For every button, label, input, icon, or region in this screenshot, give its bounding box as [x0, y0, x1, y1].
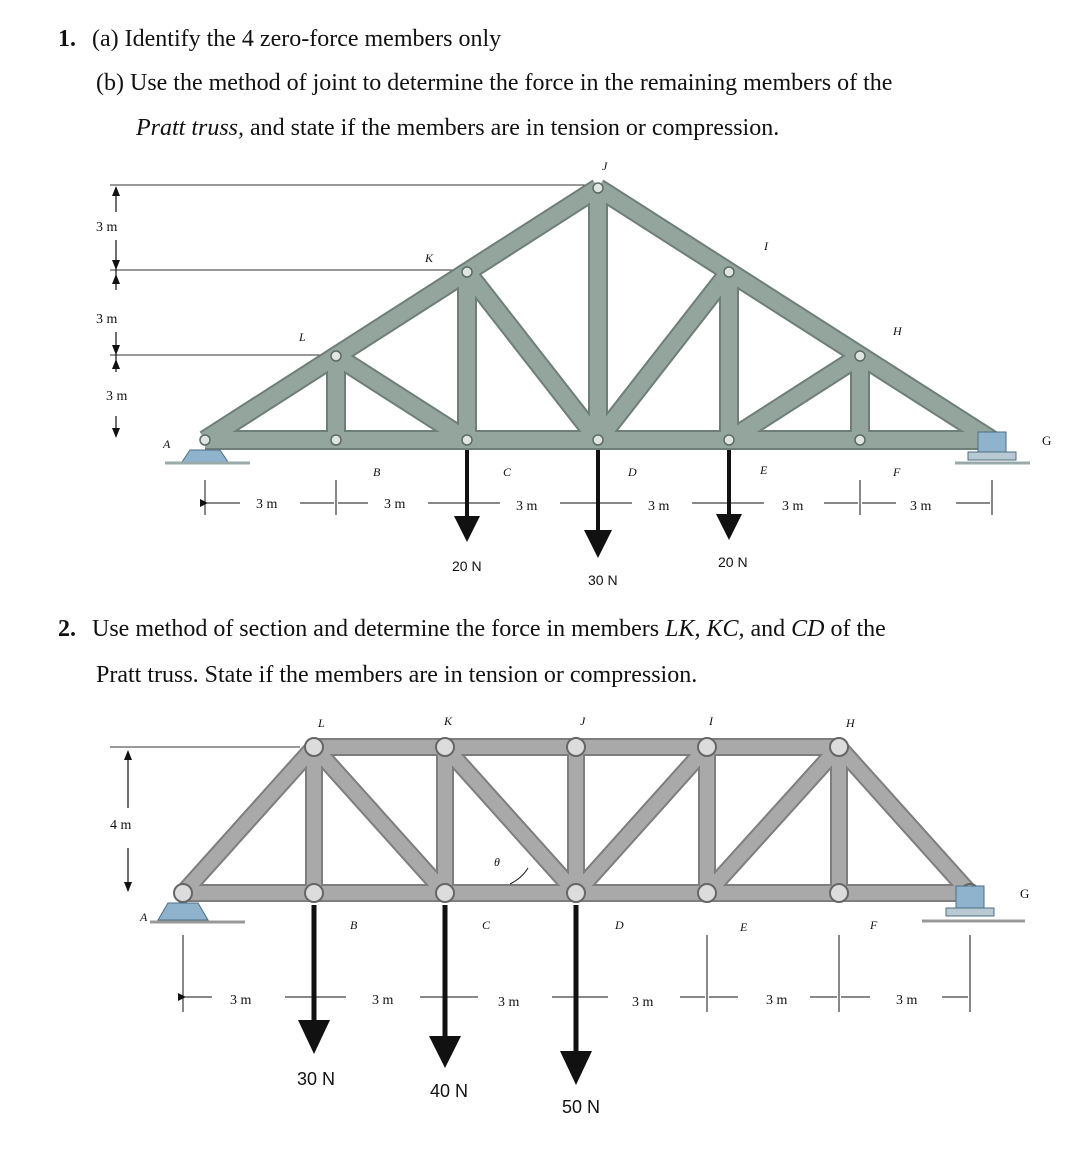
end-post-right	[839, 747, 970, 893]
joint-C-2: C	[482, 918, 491, 932]
pratt-truss-italic: Pratt truss,	[136, 115, 245, 141]
problem-1-number: 1.	[58, 26, 76, 52]
load-40N: 40 N	[430, 1081, 469, 1101]
joint-F-2: F	[870, 918, 878, 932]
load-arrow-50N	[560, 905, 592, 1085]
load-30N: 30 N	[297, 1069, 336, 1089]
span-dim-3: 3 m	[516, 499, 538, 514]
joint-K: K	[425, 251, 434, 265]
joint-H: H	[893, 324, 902, 338]
joint-D-2: D	[615, 918, 624, 932]
height-dim-arrowhead	[124, 750, 132, 760]
load-1: 20 N	[452, 558, 482, 574]
diagonal-ID-2	[576, 747, 707, 893]
joint-C: C	[503, 465, 512, 479]
joint-D: D	[628, 465, 637, 479]
load-3: 20 N	[718, 554, 748, 570]
joint-J-2: J	[580, 714, 586, 728]
angle-arc	[510, 868, 528, 884]
joint-E: E	[760, 463, 768, 477]
joint-J: J	[602, 159, 608, 173]
span-dim-4: 3 m	[648, 499, 670, 514]
joint-G-2: G	[1020, 886, 1030, 901]
span-dim-5: 3 m	[782, 499, 804, 514]
height-dim-3: 3 m	[106, 389, 128, 404]
angle-theta: θ	[494, 855, 500, 869]
joint-K-2: K	[444, 714, 453, 728]
problem-2-text-a: Use method of section and determine the force in members	[92, 616, 666, 642]
problem-2-line2: Pratt truss. State if the members are in tension or compression.	[96, 662, 698, 688]
joint-G: G	[1042, 433, 1052, 448]
span-dim-1: 3 m	[256, 497, 278, 512]
span-dim2-4: 3 m	[632, 995, 654, 1010]
joint-B-2: B	[350, 918, 358, 932]
part-b-line2-rest: and state if the members are in tension or compression.	[244, 115, 780, 141]
height-dim-1: 3 m	[96, 220, 118, 235]
span-dim2-1: 3 m	[230, 993, 252, 1008]
span-dim-2: 3 m	[384, 497, 406, 512]
problem-1-part-b-line1: (b) Use the method of joint to determine the force in the remaining members of the	[96, 70, 893, 96]
load-2: 30 N	[588, 572, 618, 588]
text-of-the: of the	[824, 616, 886, 642]
span-dim2-5: 3 m	[766, 993, 788, 1008]
joint-I-2: I	[709, 714, 713, 728]
members-lk-kc: LK, KC,	[665, 616, 745, 642]
diagonal-HE-2	[707, 747, 839, 893]
load-50N: 50 N	[562, 1097, 601, 1117]
joint-L-2: L	[318, 716, 325, 730]
end-post-left	[183, 747, 314, 893]
member-cd: CD	[791, 616, 825, 642]
span-dim2-3: 3 m	[498, 995, 520, 1010]
height-dim-4m: 4 m	[110, 818, 132, 833]
text-and: and	[744, 616, 792, 642]
span-dim2-2: 3 m	[372, 993, 394, 1008]
span-dim2-6: 3 m	[896, 993, 918, 1008]
support-A2-pin	[150, 903, 245, 922]
diagonal-KD-2	[445, 747, 576, 893]
problem-2-number: 2.	[58, 616, 76, 642]
truss-2-members	[183, 747, 970, 893]
diagonal-LC-2	[314, 747, 445, 893]
part-a-text: (a) Identify the 4 zero-force members only	[92, 26, 502, 52]
joint-H-2: H	[846, 716, 855, 730]
joint-A: A	[163, 437, 171, 451]
joint-L: L	[299, 330, 306, 344]
span-dim-6: 3 m	[910, 499, 932, 514]
joint-F: F	[893, 465, 901, 479]
joint-A-2: A	[140, 910, 148, 924]
height-dim-arrowhead	[124, 882, 132, 892]
joint-B: B	[373, 465, 381, 479]
joint-I: I	[764, 239, 768, 253]
joint-E-2: E	[740, 920, 748, 934]
load-arrow-40N	[429, 905, 461, 1068]
load-arrow-30N	[298, 905, 330, 1054]
height-dim-2: 3 m	[96, 312, 118, 327]
